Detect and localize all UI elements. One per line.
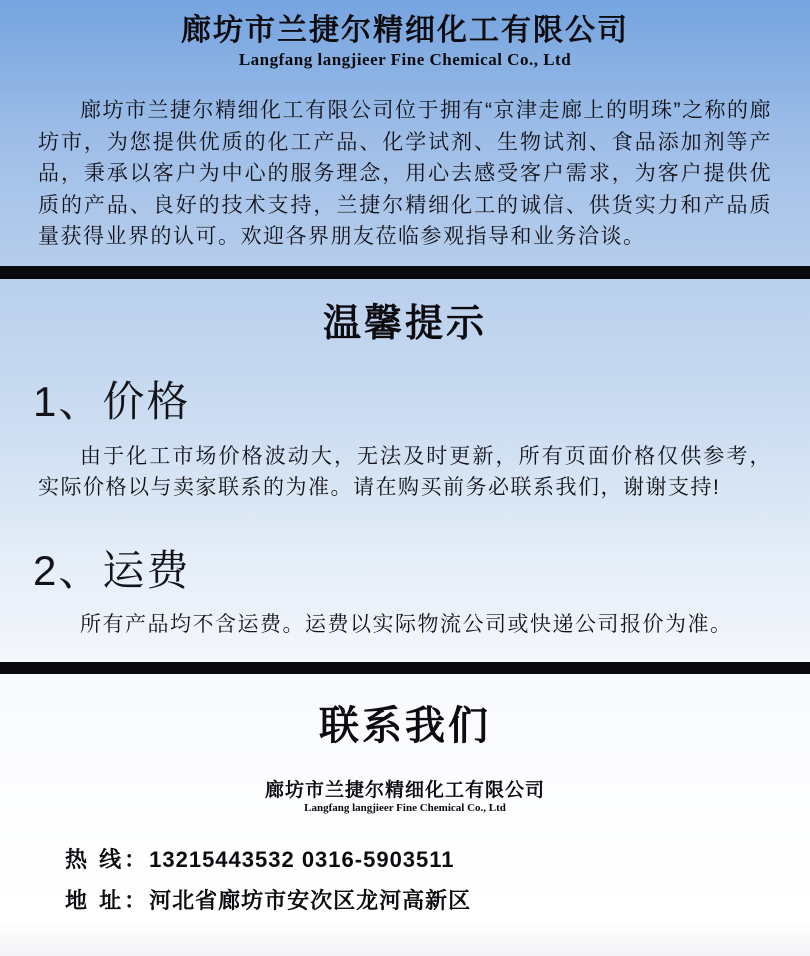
- hotline-numbers: 13215443532 0316-5903511: [149, 847, 455, 872]
- company-name-cn: 廊坊市兰捷尔精细化工有限公司: [181, 14, 629, 47]
- contact-company-name-cn: 廊坊市兰捷尔精细化工有限公司: [264, 780, 545, 801]
- address-value: 河北省廊坊市安次区龙河高新区: [149, 888, 472, 913]
- tip-heading-price: 1、价格: [33, 377, 191, 425]
- tip-section-price: [0, 377, 810, 504]
- company-intro-paragraph: 廊坊市兰捷尔精细化工有限公司位于拥有“京津走廊上的明珠”之称的廊坊市，为您提供优质的化工产品、化学试剂、生物试剂、食品添加剂等产品，秉承以客户为中心的服务理念，用心去感受客户需求，为客户提供优质的产品、良好的技术支持，兰捷尔精细化工的诚信、供货实力和产品质量获得业界的认可。欢迎各界朋友莅临参观指导和业务洽谈。: [38, 99, 772, 248]
- tip-body-price: 由于化工市场价格波动大，无法及时更新，所有页面价格仅供参考，实际价格以与卖家联系的为准。请在购买前务必联系我们，谢谢支持!: [38, 444, 772, 499]
- contact-hotline-row: [65, 847, 810, 873]
- header: [0, 13, 810, 70]
- company-name-en: Langfang langjieer Fine Chemical Co., Ltd: [238, 50, 572, 69]
- divider-bar-top: [0, 266, 810, 279]
- contact-company-name-en: Langfang langjieer Fine Chemical Co., Ltd: [304, 802, 506, 814]
- contact-address-row: [65, 888, 810, 914]
- tip-body-freight: 所有产品均不含运费。运费以实际物流公司或快递公司报价为准。: [80, 612, 733, 636]
- contact-section-title: 联系我们: [319, 704, 491, 748]
- tips-section-title: 温馨提示: [322, 302, 487, 345]
- address-label: 地 址：: [65, 888, 150, 913]
- hotline-label: 热 线：: [65, 847, 150, 872]
- divider-bar-bottom: [0, 662, 810, 674]
- tip-section-freight: [0, 546, 810, 641]
- tip-heading-freight: 2、运费: [33, 546, 191, 594]
